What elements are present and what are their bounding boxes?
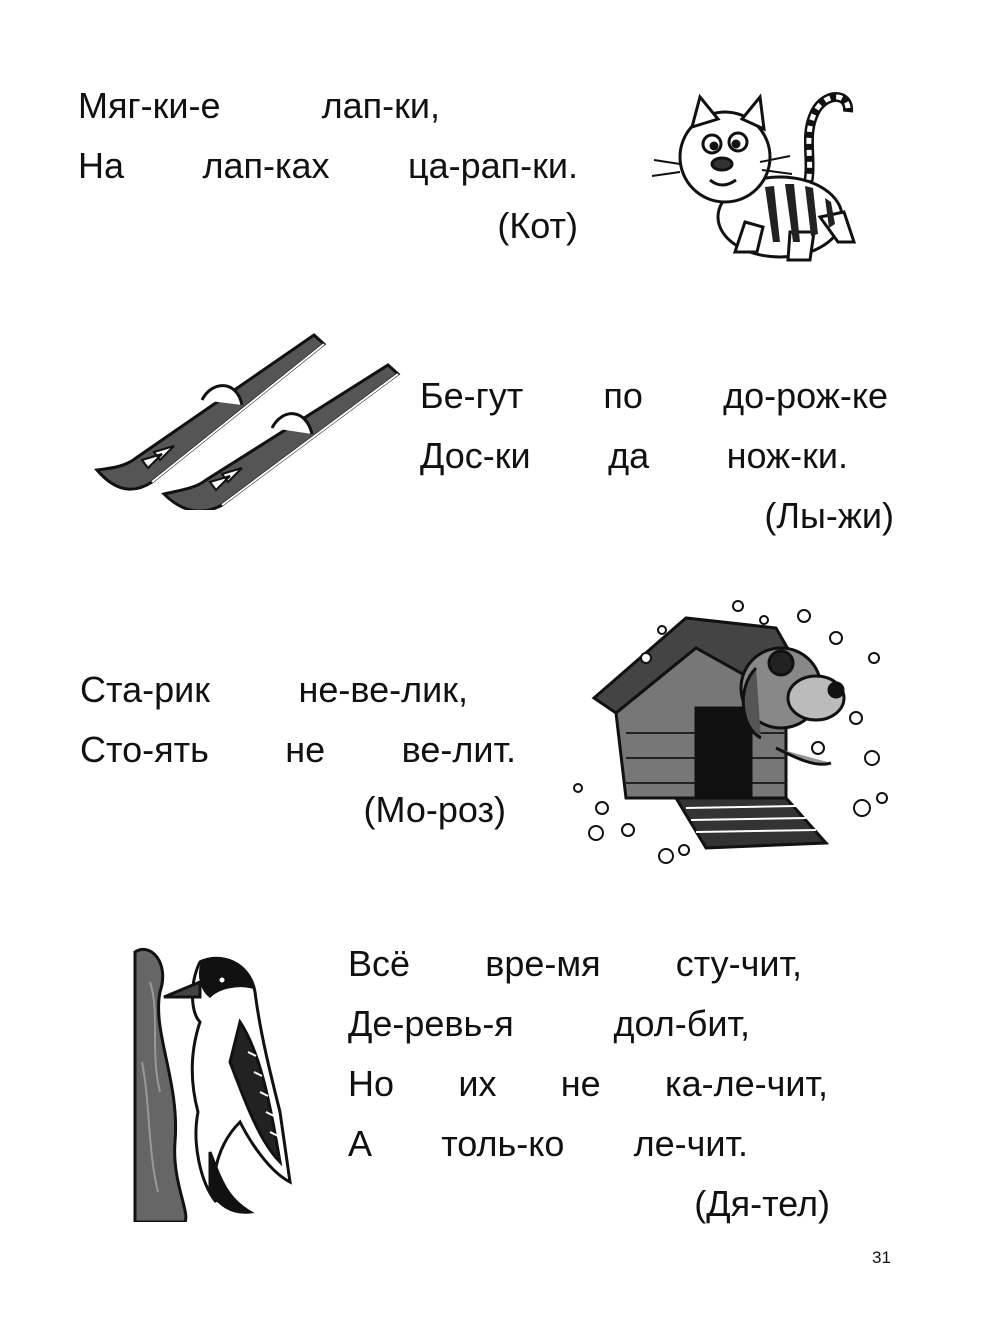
word: Бе-гут [420,375,524,416]
word: не [560,1063,601,1104]
riddle-answer: (Лы-жи) [764,495,894,536]
word: дол-бит, [613,1003,750,1044]
woodpecker-icon [130,942,300,1222]
riddle-line [348,1114,748,1174]
riddle-line [78,76,440,136]
word: Де-ревь-я [348,1003,514,1044]
word: ка-ле-чит, [665,1063,828,1104]
word: вре-мя [485,943,601,984]
riddle-line [80,660,468,720]
word: Ста-рик [80,669,210,710]
riddle-answer: (Дя-тел) [694,1183,830,1224]
riddle-answer: (Кот) [497,205,578,246]
riddle-line [420,366,888,426]
riddle-line [348,994,750,1054]
riddle-line [348,934,802,994]
word: не-ве-лик, [298,669,468,710]
word: Мяг-ки-е [78,85,221,126]
word: лап-ках [202,145,330,186]
riddle-answer: (Мо-роз) [363,789,506,830]
riddle-line [420,426,848,486]
word: да [608,435,650,476]
word: не [285,729,326,770]
word: до-рож-ке [723,375,888,416]
riddle-line [80,720,516,780]
word: На [78,145,125,186]
word: нож-ки. [726,435,848,476]
skis-icon [92,330,402,510]
riddle-woodpecker [348,934,830,1234]
riddle-line [348,1054,828,1114]
riddle-frost [80,660,516,840]
word: Но [348,1063,395,1104]
word: Дос-ки [420,435,531,476]
riddle-cat [78,76,578,256]
riddle-line [78,136,578,196]
dog-kennel-snow-icon [566,598,890,868]
word: сту-чит, [675,943,802,984]
word: лап-ки, [321,85,440,126]
word: А [348,1123,373,1164]
page-number: 31 [872,1248,891,1267]
word: Всё [348,943,411,984]
cat-icon [650,82,870,272]
word: ле-чит. [633,1123,748,1164]
word: ве-лит. [401,729,516,770]
word: толь-ко [441,1123,565,1164]
word: Сто-ять [80,729,209,770]
riddle-skis [420,366,894,546]
word: ца-рап-ки. [407,145,578,186]
word: по [603,375,643,416]
word: их [458,1063,497,1104]
